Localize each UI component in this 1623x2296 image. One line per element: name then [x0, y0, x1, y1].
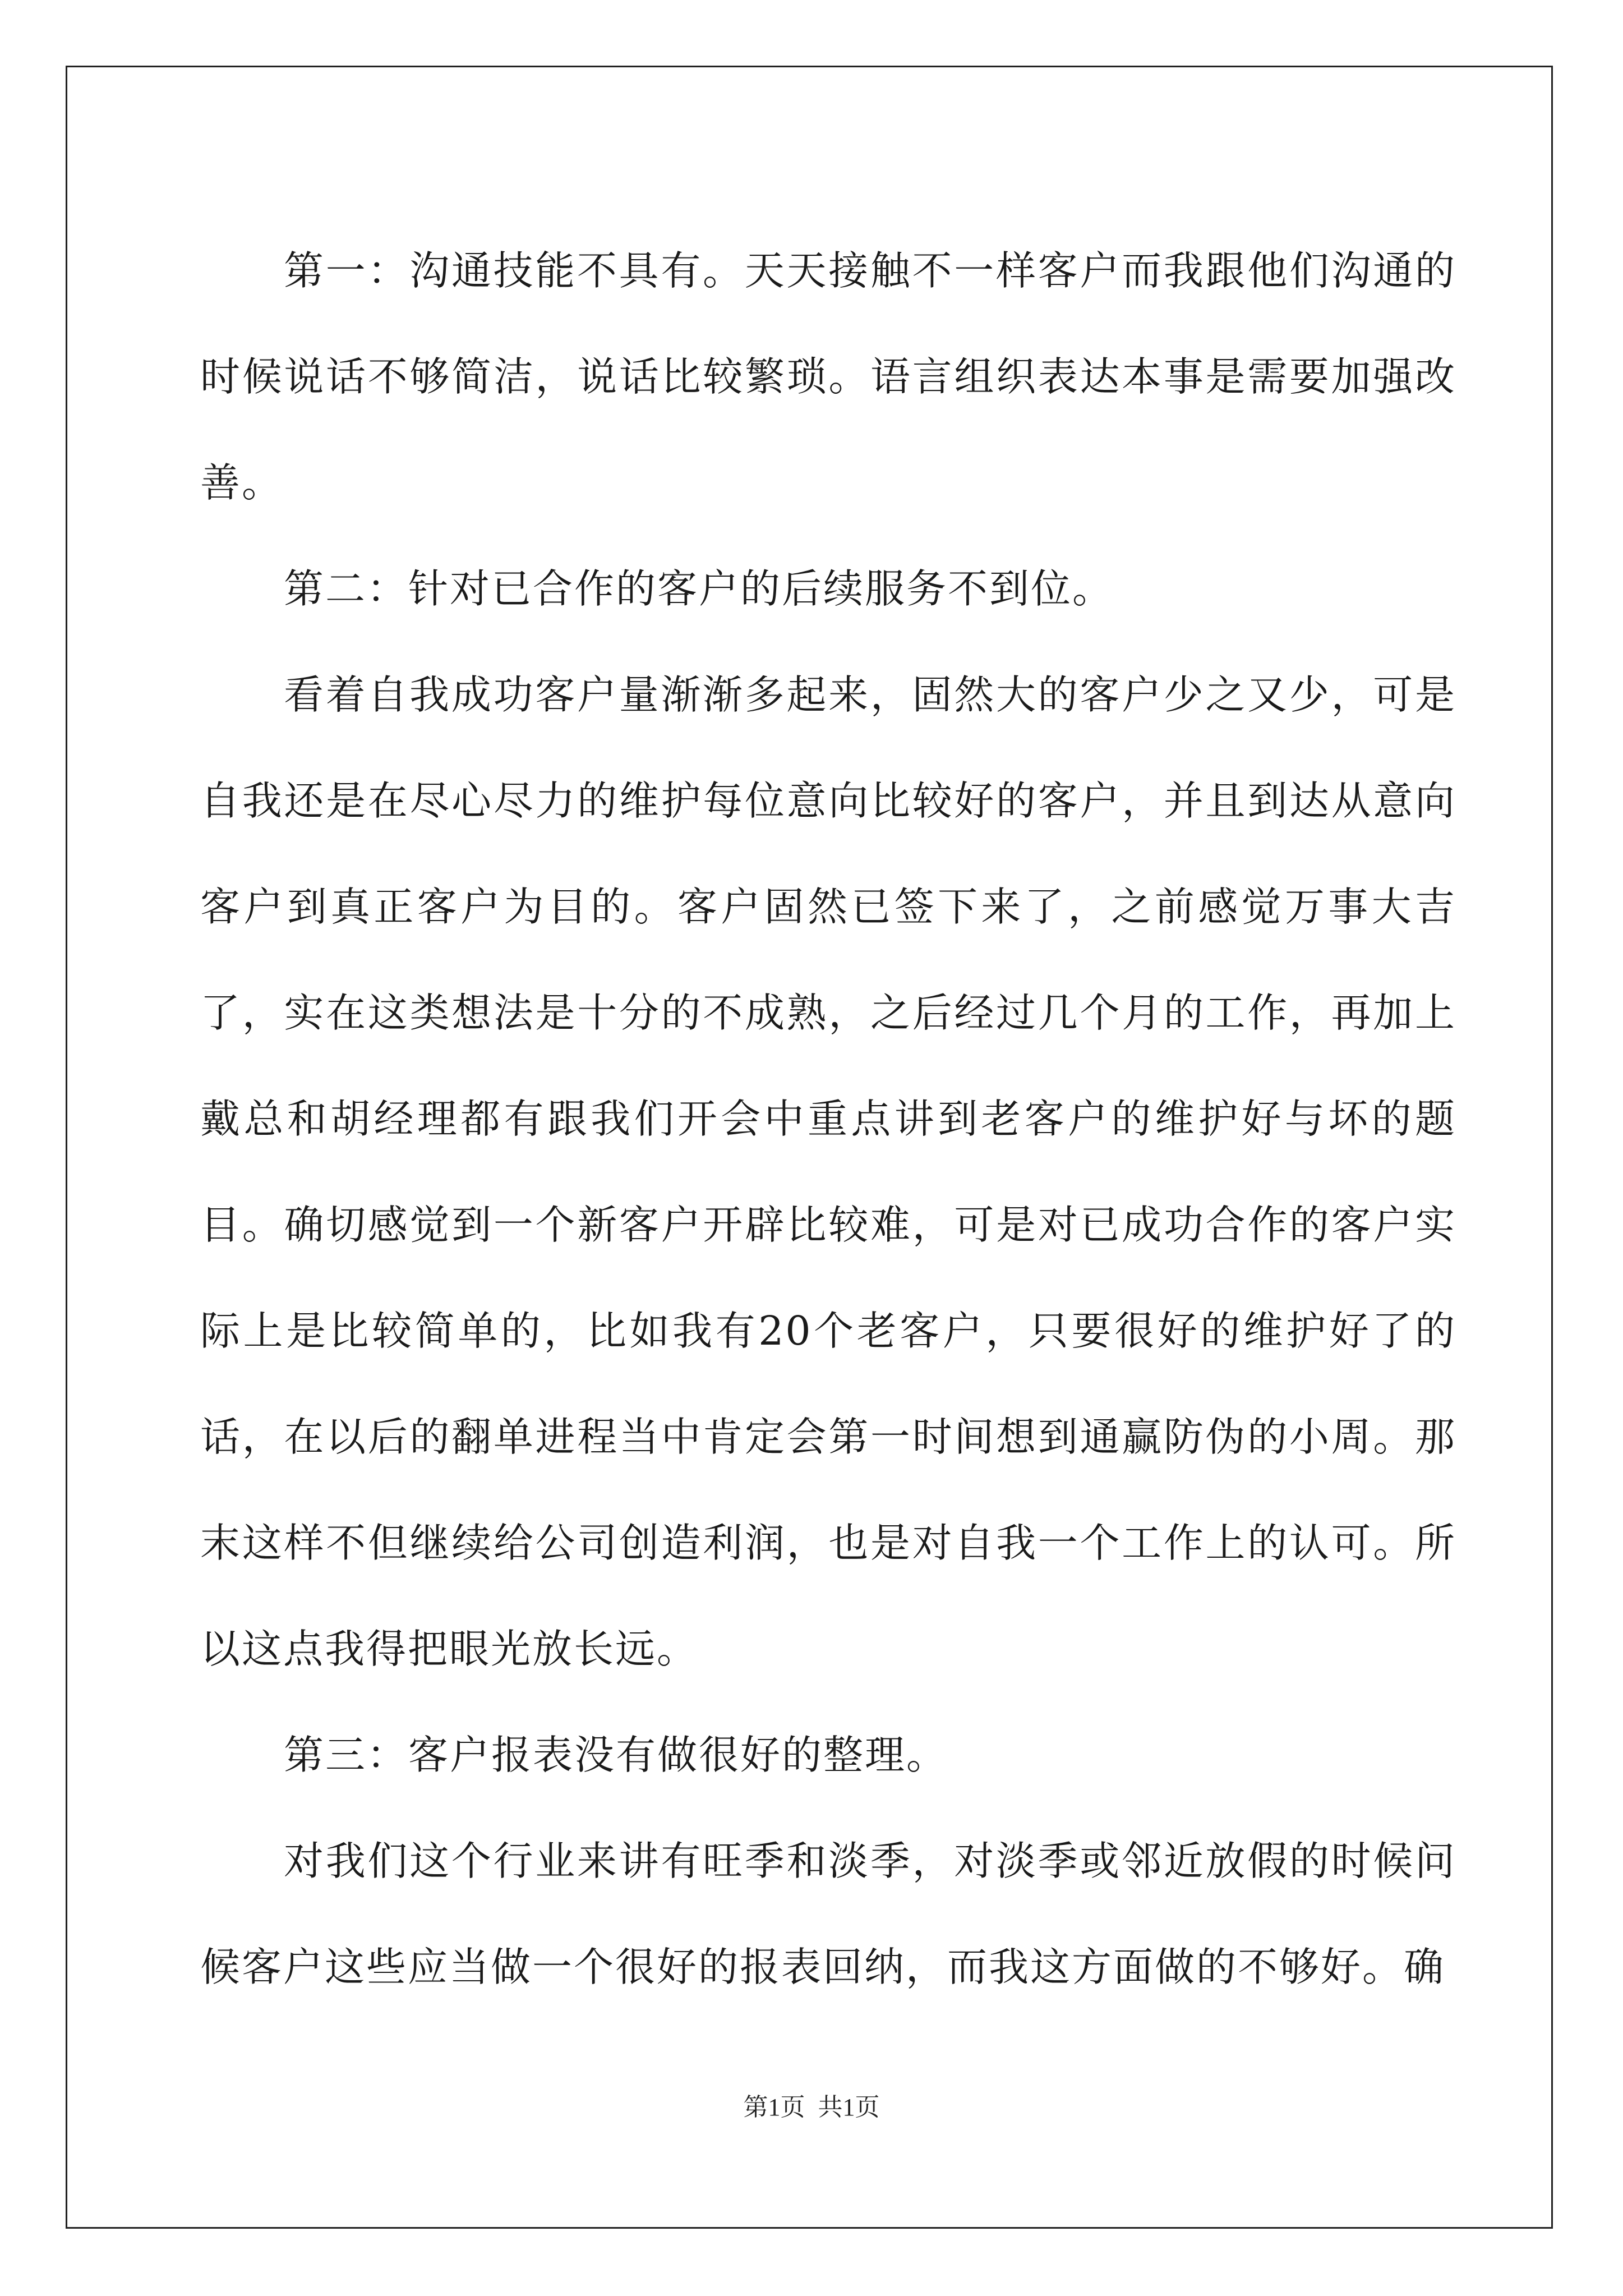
document-body	[200, 218, 1456, 2020]
paragraph-5: 对我们这个行业来讲有旺季和淡季，对淡季或邻近放假的时候问候客户这些应当做一个很好的报表回纳，而我这方面做的不够好。确	[200, 1838, 1456, 1990]
page-footer	[0, 2087, 1623, 2123]
paragraph-1: 第一：沟通技能不具有。天天接触不一样客户而我跟他们沟通的时候说话不够简洁，说话比较繁琐。语言组织表达本事是需要加强改善。	[200, 247, 1456, 506]
page-total: 共1页	[818, 2093, 880, 2121]
paragraph-4: 第三：客户报表没有做很好的整理。	[284, 1732, 948, 1778]
page-number: 第1页	[743, 2093, 805, 2121]
paragraph-2: 第二：针对已合作的客户的后续服务不到位。	[284, 565, 1114, 612]
paragraph-3: 看着自我成功客户量渐渐多起来，固然大的客户少之又少，可是自我还是在尽心尽力的维护每位意向比较好的客户，并且到达从意向客户到真正客户为目的。客户固然已签下来了，之前感觉万事大吉了，实在这类想法是十分的不成熟，之后经过几个月的工作，再加上戴总和胡经理都有跟我们开会中重点讲到老客户的维护好与坏的题目。确切感觉到一个新客户开辟比较难，可是对已成功合作的客户实际上是比较简单的，比如我有20个老客户，只要很好的维护好了的话，在以后的翻单进程当中肯定会第一时间想到通赢防伪的小周。那末这样不但继续给公司创造利润，也是对自我一个工作上的认可。所以这点我得把眼光放长远。	[200, 671, 1456, 1672]
